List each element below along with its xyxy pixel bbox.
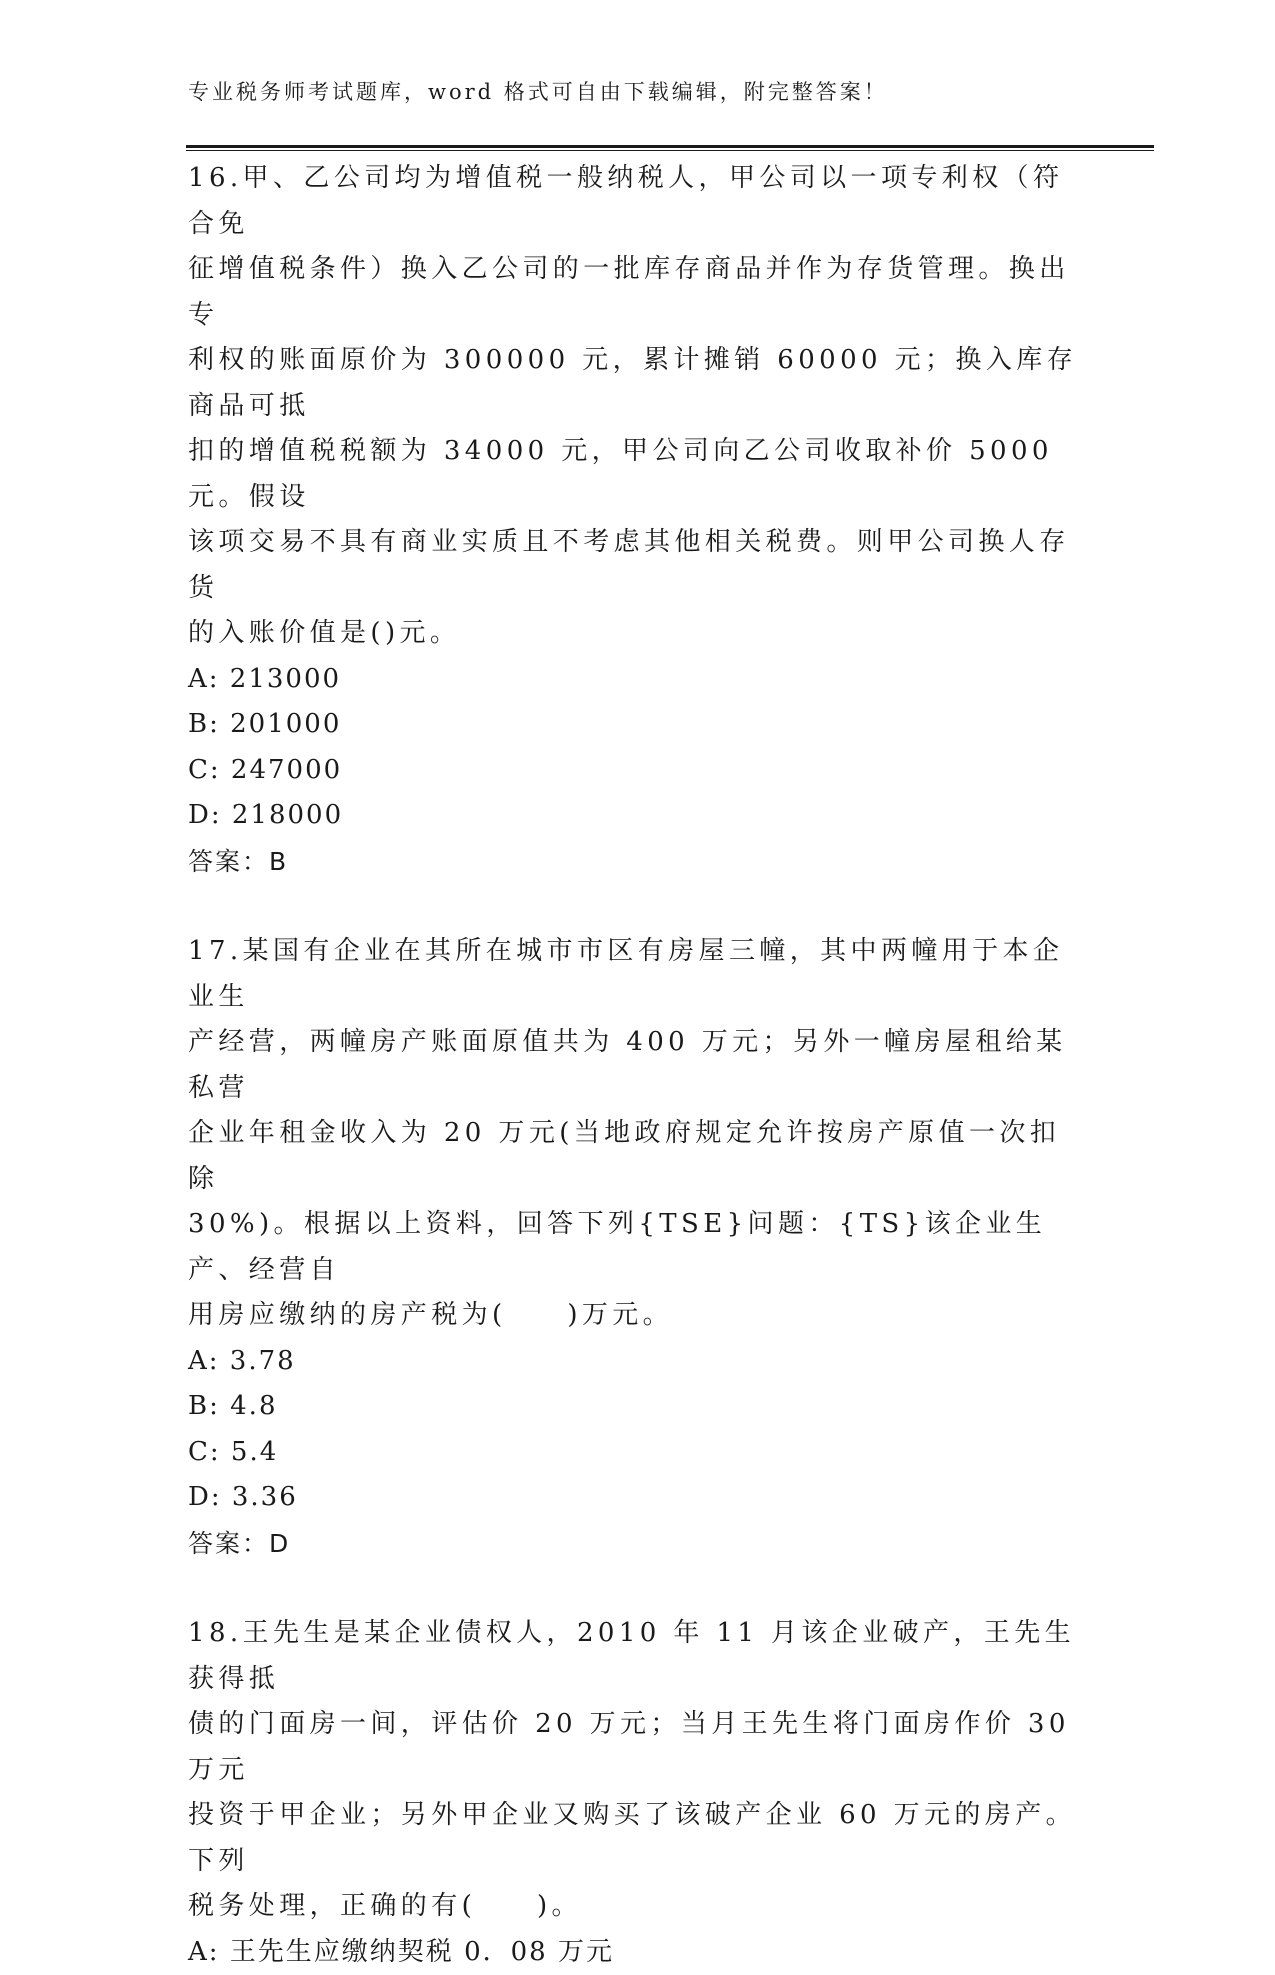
answer-line: 答案：B <box>188 839 1088 885</box>
option-a: A: 213000 <box>188 657 1088 703</box>
question-spacer <box>188 884 1088 929</box>
option-c: C: 247000 <box>188 748 1088 794</box>
option-a: A: 3.78 <box>188 1339 1088 1385</box>
question-spacer <box>188 1566 1088 1611</box>
option-a: A: 王先生应缴纳契税 0．08 万元 <box>188 1930 1088 1975</box>
answer-line: 答案：D <box>188 1521 1088 1567</box>
question-17 <box>188 929 1088 1566</box>
option-b: B: 4.8 <box>188 1384 1088 1430</box>
question-list <box>188 156 1088 1975</box>
question-stem: 18.王先生是某企业债权人，2010 年 11 月该企业破产，王先生获得抵 债的门面房一间，评估价 20 万元；当月王先生将门面房作价 30 万元 投资于甲企业；另外甲企业又购买了该破产企业 60 万元的房产。下列 税务处理，正确的有( )。 <box>188 1611 1088 1930</box>
option-b: B: 201000 <box>188 702 1088 748</box>
option-c: C: 5.4 <box>188 1430 1088 1476</box>
option-d: D: 218000 <box>188 793 1088 839</box>
question-18 <box>188 1611 1088 1975</box>
header-rule-thin <box>186 150 1154 151</box>
question-stem: 16.甲、乙公司均为增值税一般纳税人，甲公司以一项专利权（符合免 征增值税条件）换入乙公司的一批库存商品并作为存货管理。换出专 利权的账面原价为 300000 元，累计摊销 60000 元；换入库存商品可抵 扣的增值税税额为 34000 元，甲公司向乙公司收取补价 5000 元。假设 该项交易不具有商业实质且不考虑其他相关税费。则甲公司换人存货 的入账价值是()元。 <box>188 156 1088 657</box>
option-d: D: 3.36 <box>188 1475 1088 1521</box>
question-16 <box>188 156 1088 884</box>
page-header: 专业税务师考试题库，word 格式可自由下载编辑，附完整答案！ <box>188 76 888 106</box>
header-rule-thick <box>186 145 1154 148</box>
question-stem: 17.某国有企业在其所在城市市区有房屋三幢，其中两幢用于本企业生 产经营，两幢房产账面原值共为 400 万元；另外一幢房屋租给某私营 企业年租金收入为 20 万元(当地政府规定允许按房产原值一次扣除 30%)。根据以上资料，回答下列{TSE}问题：{TS}该企业生产、经营自 用房应缴纳的房产税为( )万元。 <box>188 929 1088 1339</box>
